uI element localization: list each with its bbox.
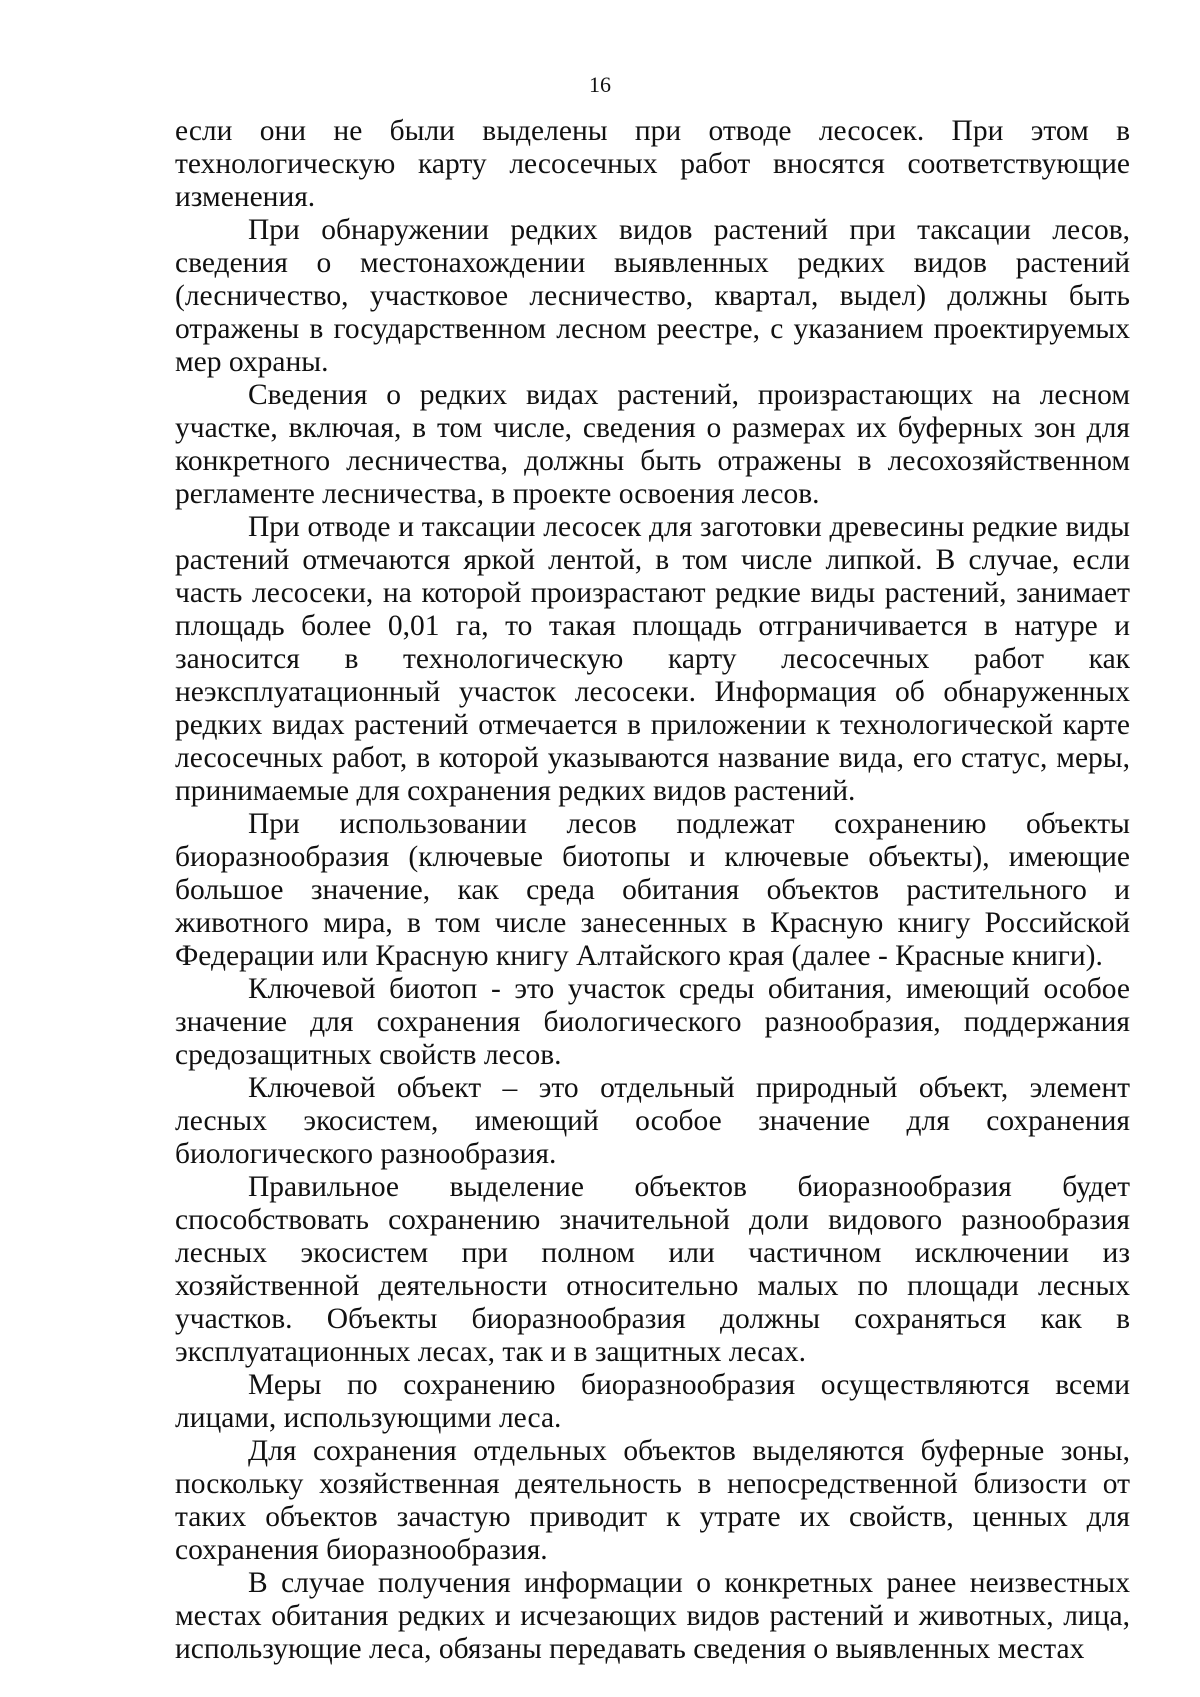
paragraph-measures: Меры по сохранению биоразнообразия осуществляются всеми лицами, использующими леса. [175,1369,1130,1434]
paragraph-key-biotope: Ключевой биотоп - это участок среды обитания, имеющий особое значение для сохранения биологического разнообразия, поддержания средозащитных свойств лесов. [175,973,1130,1071]
paragraph-rare-plants-taxation: При обнаружении редких видов растений при таксации лесов, сведения о местонахождении выявленных редких видов растений (лесничество, участковое лесничество, квартал, выдел) должны быть отражены в государственном лесном реестре, с указанием проектируемых мер охраны. [175,214,1130,378]
paragraph-buffer-zones: Для сохранения отдельных объектов выделяются буферные зоны, поскольку хозяйственная деятельность в непосредственной близости от таких объектов зачастую приводит к утрате их свойств, ценных для сохранения биоразнообразия. [175,1435,1130,1566]
paragraph-correct-selection: Правильное выделение объектов биоразнообразия будет способствовать сохранению значительной доли видового разнообразия лесных экосистем при полном или частичном исключении из хозяйственной деятельности относительно малых по площади лесных участков. Объекты биоразнообразия должны сохраняться как в эксплуатационных лесах, так и в защитных лесах. [175,1171,1130,1368]
page-number: 16 [589,72,611,97]
paragraph-biodiversity-objects: При использовании лесов подлежат сохранению объекты биоразнообразия (ключевые биотопы и ключевые объекты), имеющие большое значение, как среда обитания объектов растительного и животного мира, в том числе занесенных в Красную книгу Российской Федерации или Красную книгу Алтайского края (далее - Красные книги). [175,808,1130,972]
paragraph-reporting-habitats: В случае получения информации о конкретных ранее неизвестных местах обитания редких и исчезающих видов растений и животных, лица, использующие леса, обязаны передавать сведения о выявленных местах [175,1567,1130,1665]
paragraph-rare-plants-info: Сведения о редких видах растений, произрастающих на лесном участке, включая, в том числе, сведения о размерах их буферных зон для конкретного лесничества, должны быть отражены в лесохозяйственном регламенте лесничества, в проекте освоения лесов. [175,379,1130,510]
paragraph-continuation: если они не были выделены при отводе лесосек. При этом в технологическую карту лесосечных работ вносятся соответствующие изменения. [175,115,1130,213]
paragraph-key-object: Ключевой объект – это отдельный природный объект, элемент лесных экосистем, имеющий особое значение для сохранения биологического разнообразия. [175,1072,1130,1170]
paragraph-logging-marking: При отводе и таксации лесосек для заготовки древесины редкие виды растений отмечаются яркой лентой, в том числе липкой. В случае, если часть лесосеки, на которой произрастают редкие виды растений, занимает площадь более 0,01 га, то такая площадь отграничивается в натуре и заносится в технологическую карту лесосечных работ как неэксплуатационный участок лесосеки. Информация об обнаруженных редких видах растений отмечается в приложении к технологической карте лесосечных работ, в которой указываются название вида, его статус, меры, принимаемые для сохранения редких видов растений. [175,511,1130,807]
document-body [175,115,1130,1666]
